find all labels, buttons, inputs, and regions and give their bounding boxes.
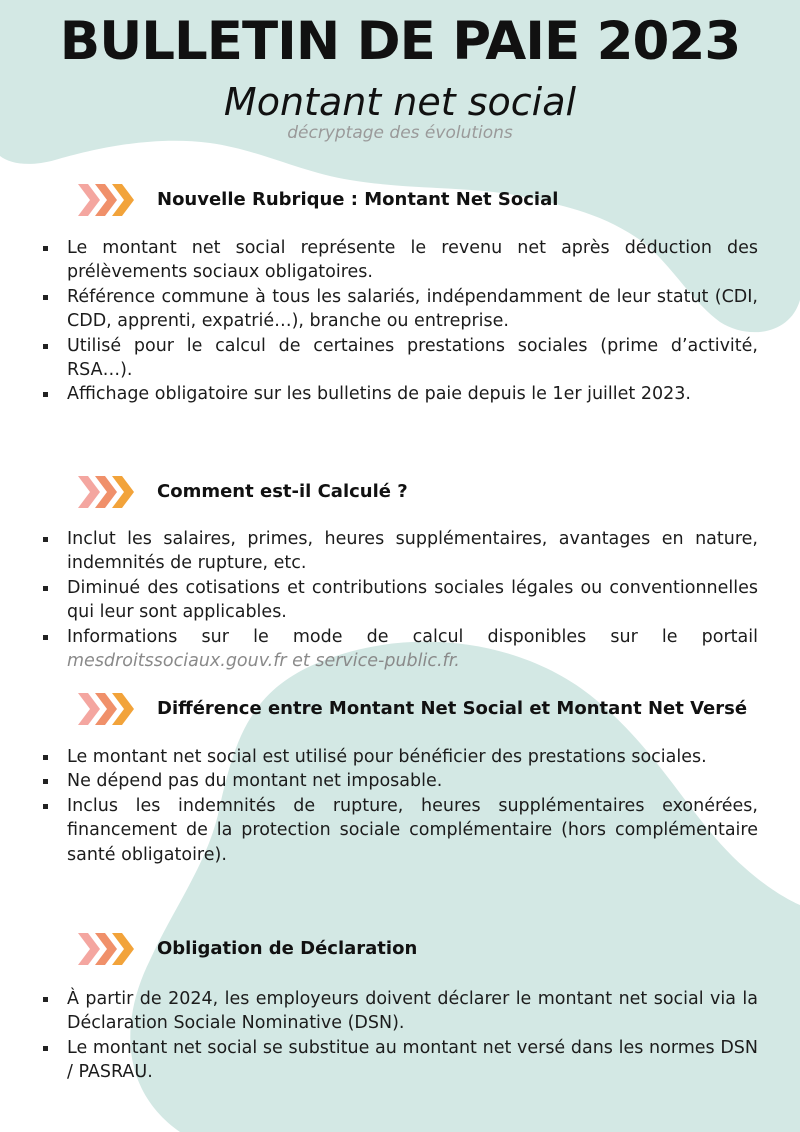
chevrons-icon [78,691,136,727]
section-bullets-obligation [40,987,758,1085]
list-item: Inclus les indemnités de rupture, heures supplémentaires exonérées, financement de la protection sociale complémentaire (hors complémentaire santé obligatoire). [40,794,758,867]
list-item: À partir de 2024, les employeurs doivent déclarer le montant net social via la Déclaration Sociale Nominative (DSN). [40,987,758,1036]
list-item: Diminué des cotisations et contributions sociales légales ou conventionnelles qui leur sont applicables. [40,576,758,625]
list-item-with-link [40,625,758,674]
page-subtitle: Montant net social [223,80,577,124]
section-title: Comment est-il Calculé ? [157,481,408,502]
section-title: Différence entre Montant Net Social et Montant Net Versé [157,698,748,719]
list-item: Ne dépend pas du montant net imposable. [40,769,758,793]
section-bullets-difference [40,745,758,867]
list-item: Affichage obligatoire sur les bulletins de paie depuis le 1er juillet 2023. [40,382,758,406]
list-item: Le montant net social représente le revenu net après déduction des prélèvements sociaux obligatoires. [40,236,758,285]
portal-reference: mesdroitssociaux.gouv.fr et service-public.fr. [67,651,460,672]
section-bullets-nouvelle-rubrique [40,236,758,407]
page-title: BULLETIN DE PAIE 2023 [59,11,741,72]
list-item: Référence commune à tous les salariés, indépendamment de leur statut (CDI, CDD, apprenti, expatrié…), branche ou entreprise. [40,285,758,334]
section-title: Nouvelle Rubrique : Montant Net Social [157,189,559,210]
list-item: Utilisé pour le calcul de certaines prestations sociales (prime d’activité, RSA…). [40,334,758,383]
page-tagline: décryptage des évolutions [287,123,513,143]
list-item: Le montant net social se substitue au montant net versé dans les normes DSN / PASRAU. [40,1036,758,1085]
section-title: Obligation de Déclaration [157,938,418,959]
section-bullets-calcul [40,527,758,673]
list-item: Inclut les salaires, primes, heures supplémentaires, avantages en nature, indemnités de rupture, etc. [40,527,758,576]
chevrons-icon [78,182,136,218]
chevrons-icon [78,474,136,510]
list-item-text: Informations sur le mode de calcul disponibles sur le portail [67,626,758,647]
list-item: Le montant net social est utilisé pour bénéficier des prestations sociales. [40,745,758,769]
chevrons-icon [78,931,136,967]
